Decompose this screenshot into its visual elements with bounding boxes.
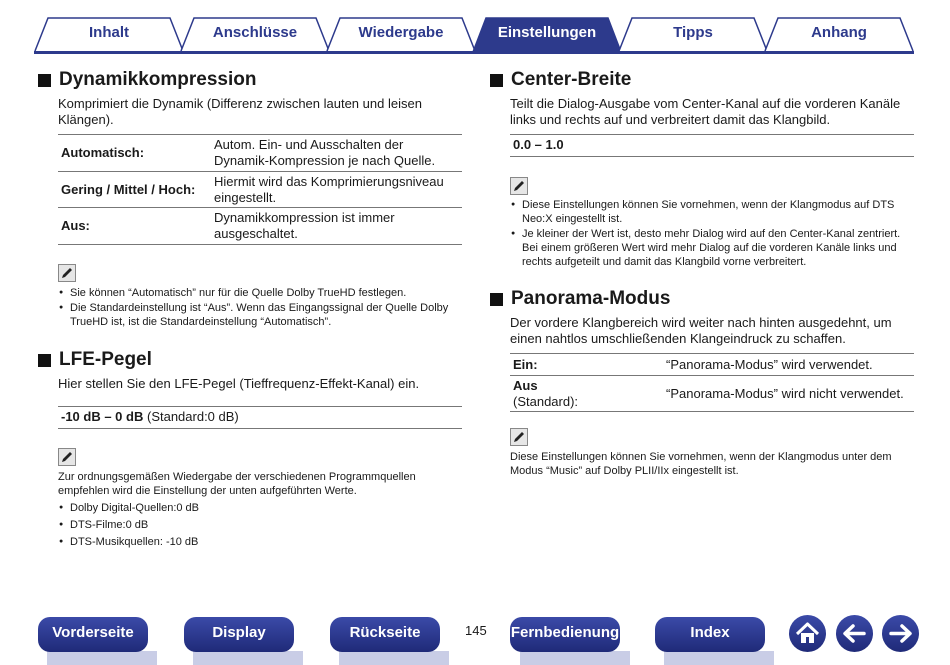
pencil-note-icon: [58, 448, 76, 466]
section-title-center-breite: [490, 68, 914, 92]
display-button[interactable]: Display: [184, 617, 294, 652]
table-row: [510, 354, 914, 376]
option-key-sub: (Standard):: [513, 393, 579, 409]
list-item: ● DTS-Filme:0 dB: [58, 517, 462, 533]
dynamik-options-table: [58, 134, 462, 245]
lfe-range: [58, 406, 462, 429]
page-number: 145: [465, 623, 487, 638]
button-shadow: [520, 651, 630, 665]
left-column: [38, 68, 462, 551]
option-value: “Panorama-Modus” wird verwendet.: [663, 354, 914, 376]
back-arrow-icon: [836, 615, 873, 652]
index-button[interactable]: Index: [655, 617, 765, 652]
option-key-main: Ein:: [513, 356, 538, 372]
button-shadow: [664, 651, 774, 665]
lfe-note-intro: Zur ordnungsgemäßen Wiedergabe der verschiedenen Programmquellen empfehlen wird die Einstellung der unten aufgeführten Werte.: [58, 471, 416, 497]
section-square-icon: [490, 293, 503, 306]
section-description: Der vordere Klangbereich wird weiter nach hinten ausgedehnt, um einen nahtlos umschließenden Klangeindruck zu schaffen.: [510, 315, 892, 346]
option-key: Gering / Mittel / Hoch:: [58, 172, 211, 208]
rueckseite-button[interactable]: Rückseite: [330, 617, 440, 652]
right-column: [490, 68, 914, 478]
section-description: Komprimiert die Dynamik (Differenz zwischen lauten und leisen Klängen).: [58, 96, 422, 127]
tab-label: Tipps: [673, 24, 713, 41]
tab-wiedergabe[interactable]: [326, 17, 476, 52]
tab-label: Inhalt: [89, 24, 129, 41]
table-row: [58, 135, 462, 172]
list-item: ● Sie können “Automatisch” nur für die Quelle Dolby TrueHD festlegen.: [58, 286, 462, 300]
range-value: 0.0 – 1.0: [513, 137, 564, 152]
option-value: Dynamikkompression ist immer ausgeschaltet.: [211, 208, 462, 245]
tab-einstellungen[interactable]: [472, 17, 622, 52]
pencil-note-icon: [58, 264, 76, 282]
section-title-panorama-modus: [490, 287, 914, 311]
section-square-icon: [490, 74, 503, 87]
forward-arrow-icon: [882, 615, 919, 652]
section-title-lfe-pegel: [38, 348, 462, 372]
button-shadow: [339, 651, 449, 665]
section-description: Hier stellen Sie den LFE-Pegel (Tieffrequenz-Effekt-Kanal) ein.: [58, 376, 420, 391]
home-button[interactable]: [789, 615, 826, 652]
list-item: ● DTS-Musikquellen: -10 dB: [58, 534, 462, 550]
option-key-main: Aus: [513, 377, 538, 393]
button-shadow: [193, 651, 303, 665]
section-square-icon: [38, 74, 51, 87]
section-description: Teilt die Dialog-Ausgabe vom Center-Kanal auf die vorderen Kanäle links und rechts auf und verbreitert damit das Klangbild.: [510, 96, 901, 127]
chapter-tabs: [34, 17, 914, 54]
range-default: (Standard:0 dB): [146, 409, 239, 424]
tab-label: Anhang: [811, 24, 867, 41]
list-item: ● Dolby Digital-Quellen:0 dB: [58, 500, 462, 516]
center-range: [510, 134, 914, 157]
vorderseite-button[interactable]: Vorderseite: [38, 617, 148, 652]
option-value: “Panorama-Modus” wird nicht verwendet.: [663, 376, 914, 412]
range-value: -10 dB – 0 dB: [61, 409, 144, 424]
panorama-note: Diese Einstellungen können Sie vornehmen, wenn der Klangmodus unter dem Modus “Music” auf Dolby PLII/IIx eingestellt ist.: [510, 451, 892, 477]
option-value: Hiermit wird das Komprimierungsniveau eingestellt.: [211, 172, 462, 208]
option-key: Aus:: [58, 208, 211, 245]
dynamik-notes: [58, 286, 462, 329]
forward-button[interactable]: [882, 615, 919, 652]
pencil-note-icon: [510, 428, 528, 446]
tab-label: Anschlüsse: [212, 24, 298, 41]
tab-anschluesse[interactable]: [180, 17, 330, 52]
home-icon: [789, 615, 826, 652]
option-key: Automatisch:: [58, 135, 211, 172]
table-row: [58, 172, 462, 208]
list-item: ● Je kleiner der Wert ist, desto mehr Dialog wird auf den Center-Kanal zentriert. Bei einem größeren Wert wird mehr Dialog auf die vorderen Kanäle links und rechts aufgeteilt und damit das Klangbild vorne verbreitert.: [510, 227, 914, 269]
tab-tipps[interactable]: [618, 17, 768, 52]
section-title-dynamikkompression: [38, 68, 462, 92]
option-key: [510, 354, 663, 376]
section-title-text: Center-Breite: [511, 69, 632, 90]
tab-inhalt[interactable]: [34, 17, 184, 52]
button-shadow: [47, 651, 157, 665]
section-square-icon: [38, 354, 51, 367]
list-item: ● Diese Einstellungen können Sie vornehmen, wenn der Klangmodus auf DTS Neo:X eingestellt ist.: [510, 198, 914, 226]
tab-label: Wiedergabe: [358, 24, 444, 41]
section-title-text: LFE-Pegel: [59, 349, 152, 370]
option-key: [510, 376, 663, 412]
tab-anhang[interactable]: [764, 17, 914, 52]
section-title-text: Dynamikkompression: [59, 69, 257, 90]
table-row: [510, 376, 914, 412]
table-row: [58, 208, 462, 245]
fernbedienung-button[interactable]: Fernbedienung: [510, 617, 620, 652]
lfe-notes: [58, 500, 462, 550]
list-item: ● Die Standardeinstellung ist “Aus”. Wenn das Eingangssignal der Quelle Dolby TrueHD ist, ist die Standardeinstellung “Automatisch”.: [58, 301, 462, 329]
section-title-text: Panorama-Modus: [511, 288, 671, 309]
back-button[interactable]: [836, 615, 873, 652]
panorama-options-table: [510, 353, 914, 412]
option-value: Autom. Ein- und Ausschalten der Dynamik-Kompression je nach Quelle.: [211, 135, 462, 172]
center-notes: [510, 198, 914, 269]
pencil-note-icon: [510, 177, 528, 195]
tab-label: Einstellungen: [497, 24, 597, 41]
